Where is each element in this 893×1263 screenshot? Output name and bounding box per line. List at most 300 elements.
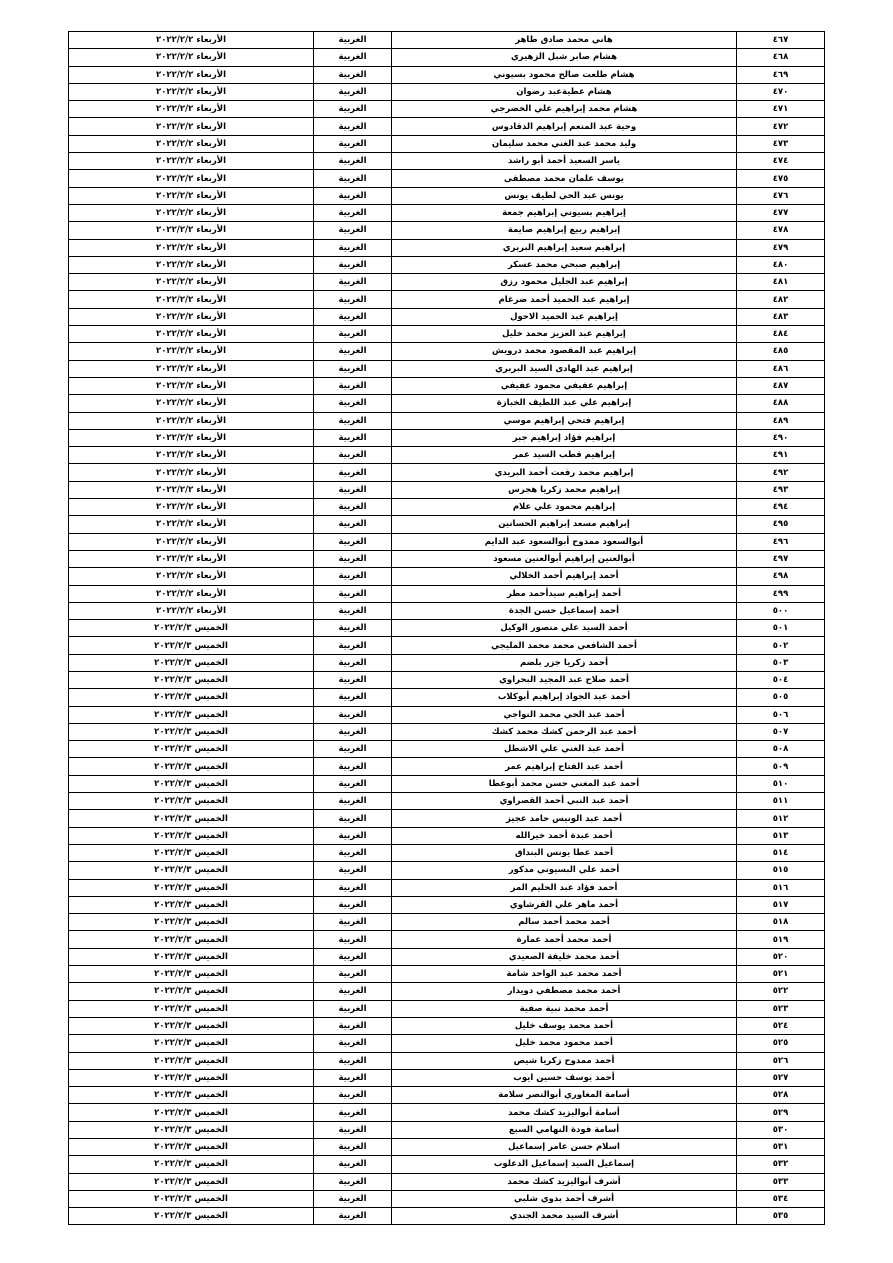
name-cell: أبوالعنين إبراهيم أبوالعنين مسعود bbox=[392, 550, 737, 567]
name-cell: أحمد محمود محمد خليل bbox=[392, 1035, 737, 1052]
date-cell: الخميس ٢٠٢٢/٢/٣ bbox=[69, 1139, 314, 1156]
table-row bbox=[69, 1208, 825, 1225]
serial-number-cell: ٤٧٦ bbox=[737, 187, 825, 204]
name-cell: أحمد عبد الفتاح إبراهيم عمر bbox=[392, 758, 737, 775]
date-cell: الخميس ٢٠٢٢/٢/٣ bbox=[69, 966, 314, 983]
serial-number-cell: ٥٢٧ bbox=[737, 1069, 825, 1086]
table-row bbox=[69, 689, 825, 706]
table-row bbox=[69, 1017, 825, 1034]
name-cell: إبراهيم فتحي إبراهيم موسي bbox=[392, 412, 737, 429]
table-row bbox=[69, 1000, 825, 1017]
table-row bbox=[69, 412, 825, 429]
governorate-cell: الغربية bbox=[314, 170, 392, 187]
serial-number-cell: ٤٩٣ bbox=[737, 481, 825, 498]
date-cell: الأربعاء ٢٠٢٢/٢/٢ bbox=[69, 274, 314, 291]
table-row bbox=[69, 32, 825, 49]
name-cell: يونس عبد الحي لطيف يونس bbox=[392, 187, 737, 204]
name-cell: أسامة أبواليزيد كشك محمد bbox=[392, 1104, 737, 1121]
date-cell: الأربعاء ٢٠٢٢/٢/٢ bbox=[69, 118, 314, 135]
date-cell: الأربعاء ٢٠٢٢/٢/٢ bbox=[69, 308, 314, 325]
name-cell: إبراهيم ربيع إبراهيم صايمة bbox=[392, 222, 737, 239]
name-cell: ياسر السعيد أحمد أبو راشد bbox=[392, 153, 737, 170]
table-row bbox=[69, 481, 825, 498]
serial-number-cell: ٥٣٥ bbox=[737, 1208, 825, 1225]
serial-number-cell: ٤٩٦ bbox=[737, 533, 825, 550]
governorate-cell: الغربية bbox=[314, 758, 392, 775]
roster-body bbox=[69, 32, 825, 1225]
table-row bbox=[69, 153, 825, 170]
serial-number-cell: ٤٧٢ bbox=[737, 118, 825, 135]
name-cell: أحمد الشافعي محمد محمد المليجي bbox=[392, 637, 737, 654]
governorate-cell: الغربية bbox=[314, 1000, 392, 1017]
name-cell: أسامة فودة النهامي السبع bbox=[392, 1121, 737, 1138]
date-cell: الأربعاء ٢٠٢٢/٢/٢ bbox=[69, 602, 314, 619]
serial-number-cell: ٤٩٤ bbox=[737, 499, 825, 516]
serial-number-cell: ٥١٤ bbox=[737, 844, 825, 861]
name-cell: أبوالسعود ممدوح أبوالسعود عبد الدايم bbox=[392, 533, 737, 550]
table-row bbox=[69, 827, 825, 844]
table-row bbox=[69, 118, 825, 135]
name-cell: إبراهيم عبد الحميد الاحول bbox=[392, 308, 737, 325]
table-row bbox=[69, 1139, 825, 1156]
governorate-cell: الغربية bbox=[314, 1069, 392, 1086]
serial-number-cell: ٥٢١ bbox=[737, 966, 825, 983]
serial-number-cell: ٥٢٠ bbox=[737, 948, 825, 965]
table-row bbox=[69, 844, 825, 861]
date-cell: الخميس ٢٠٢٢/٢/٣ bbox=[69, 1156, 314, 1173]
date-cell: الأربعاء ٢٠٢٢/٢/٢ bbox=[69, 222, 314, 239]
governorate-cell: الغربية bbox=[314, 637, 392, 654]
serial-number-cell: ٤٨٦ bbox=[737, 360, 825, 377]
name-cell: إبراهيم فؤاد إبراهيم جبر bbox=[392, 429, 737, 446]
governorate-cell: الغربية bbox=[314, 1121, 392, 1138]
table-row bbox=[69, 810, 825, 827]
table-row bbox=[69, 447, 825, 464]
table-row bbox=[69, 654, 825, 671]
name-cell: أحمد إسماعيل حسن الجدة bbox=[392, 602, 737, 619]
governorate-cell: الغربية bbox=[314, 896, 392, 913]
date-cell: الأربعاء ٢٠٢٢/٢/٢ bbox=[69, 343, 314, 360]
name-cell: إبراهيم عبد الجليل محمود رزق bbox=[392, 274, 737, 291]
table-row bbox=[69, 879, 825, 896]
serial-number-cell: ٤٨٤ bbox=[737, 326, 825, 343]
table-row bbox=[69, 931, 825, 948]
serial-number-cell: ٥٠٦ bbox=[737, 706, 825, 723]
date-cell: الأربعاء ٢٠٢٢/٢/٢ bbox=[69, 464, 314, 481]
governorate-cell: الغربية bbox=[314, 1104, 392, 1121]
date-cell: الخميس ٢٠٢٢/٢/٣ bbox=[69, 637, 314, 654]
name-cell: إبراهيم محمد زكريا هجرس bbox=[392, 481, 737, 498]
serial-number-cell: ٤٧١ bbox=[737, 101, 825, 118]
serial-number-cell: ٥٣٠ bbox=[737, 1121, 825, 1138]
serial-number-cell: ٤٧٥ bbox=[737, 170, 825, 187]
governorate-cell: الغربية bbox=[314, 723, 392, 740]
governorate-cell: الغربية bbox=[314, 412, 392, 429]
date-cell: الخميس ٢٠٢٢/٢/٣ bbox=[69, 896, 314, 913]
date-cell: الخميس ٢٠٢٢/٢/٣ bbox=[69, 1173, 314, 1190]
name-cell: أحمد فؤاد عبد الحليم المر bbox=[392, 879, 737, 896]
name-cell: إبراهيم محمود علي علام bbox=[392, 499, 737, 516]
governorate-cell: الغربية bbox=[314, 204, 392, 221]
governorate-cell: الغربية bbox=[314, 983, 392, 1000]
serial-number-cell: ٥٢٩ bbox=[737, 1104, 825, 1121]
date-cell: الأربعاء ٢٠٢٢/٢/٢ bbox=[69, 429, 314, 446]
serial-number-cell: ٥٢٦ bbox=[737, 1052, 825, 1069]
name-cell: أحمد عبد الرحمن كشك محمد كشك bbox=[392, 723, 737, 740]
governorate-cell: الغربية bbox=[314, 326, 392, 343]
governorate-cell: الغربية bbox=[314, 550, 392, 567]
serial-number-cell: ٤٩٥ bbox=[737, 516, 825, 533]
date-cell: الأربعاء ٢٠٢٢/٢/٢ bbox=[69, 153, 314, 170]
governorate-cell: الغربية bbox=[314, 706, 392, 723]
table-row bbox=[69, 862, 825, 879]
date-cell: الأربعاء ٢٠٢٢/٢/٢ bbox=[69, 585, 314, 602]
name-cell: أحمد زكريا جزر بلضم bbox=[392, 654, 737, 671]
serial-number-cell: ٤٨٥ bbox=[737, 343, 825, 360]
governorate-cell: الغربية bbox=[314, 101, 392, 118]
table-row bbox=[69, 1173, 825, 1190]
name-cell: هشام محمد إبراهيم علي الخضرجي bbox=[392, 101, 737, 118]
table-row bbox=[69, 187, 825, 204]
table-row bbox=[69, 637, 825, 654]
governorate-cell: الغربية bbox=[314, 516, 392, 533]
table-row bbox=[69, 983, 825, 1000]
name-cell: أحمد محمد أحمد سالم bbox=[392, 914, 737, 931]
date-cell: الخميس ٢٠٢٢/٢/٣ bbox=[69, 671, 314, 688]
date-cell: الخميس ٢٠٢٢/٢/٣ bbox=[69, 620, 314, 637]
table-row bbox=[69, 793, 825, 810]
table-row bbox=[69, 170, 825, 187]
table-row bbox=[69, 1035, 825, 1052]
name-cell: أحمد ماهر علي القرشاوي bbox=[392, 896, 737, 913]
name-cell: إبراهيم سعيد إبراهيم البربري bbox=[392, 239, 737, 256]
date-cell: الخميس ٢٠٢٢/٢/٣ bbox=[69, 775, 314, 792]
serial-number-cell: ٥١٧ bbox=[737, 896, 825, 913]
name-cell: أحمد السيد علي منصور الوكيل bbox=[392, 620, 737, 637]
governorate-cell: الغربية bbox=[314, 810, 392, 827]
serial-number-cell: ٥٠٣ bbox=[737, 654, 825, 671]
table-row bbox=[69, 1121, 825, 1138]
name-cell: أشرف أحمد بدوي شلبي bbox=[392, 1190, 737, 1207]
table-row bbox=[69, 706, 825, 723]
serial-number-cell: ٤٨٣ bbox=[737, 308, 825, 325]
serial-number-cell: ٥٠٨ bbox=[737, 741, 825, 758]
serial-number-cell: ٤٧٧ bbox=[737, 204, 825, 221]
table-row bbox=[69, 741, 825, 758]
date-cell: الخميس ٢٠٢٢/٢/٣ bbox=[69, 741, 314, 758]
date-cell: الخميس ٢٠٢٢/٢/٣ bbox=[69, 689, 314, 706]
serial-number-cell: ٥٣٣ bbox=[737, 1173, 825, 1190]
table-row bbox=[69, 533, 825, 550]
governorate-cell: الغربية bbox=[314, 1208, 392, 1225]
governorate-cell: الغربية bbox=[314, 568, 392, 585]
date-cell: الخميس ٢٠٢٢/٢/٣ bbox=[69, 793, 314, 810]
roster-table bbox=[68, 31, 825, 1225]
name-cell: هشام عطيةعبد رضوان bbox=[392, 83, 737, 100]
serial-number-cell: ٥٠٧ bbox=[737, 723, 825, 740]
governorate-cell: الغربية bbox=[314, 775, 392, 792]
governorate-cell: الغربية bbox=[314, 447, 392, 464]
date-cell: الخميس ٢٠٢٢/٢/٣ bbox=[69, 1035, 314, 1052]
governorate-cell: الغربية bbox=[314, 1035, 392, 1052]
serial-number-cell: ٤٦٨ bbox=[737, 49, 825, 66]
serial-number-cell: ٤٨٩ bbox=[737, 412, 825, 429]
table-row bbox=[69, 66, 825, 83]
governorate-cell: الغربية bbox=[314, 827, 392, 844]
governorate-cell: الغربية bbox=[314, 360, 392, 377]
name-cell: هشام طلعت صالح محمود بسيوني bbox=[392, 66, 737, 83]
name-cell: أحمد محمد عبد الواحد شامة bbox=[392, 966, 737, 983]
name-cell: أحمد ممدوح زكريا شيص bbox=[392, 1052, 737, 1069]
table-row bbox=[69, 723, 825, 740]
name-cell: إبراهيم عفيفي محمود عفيفي bbox=[392, 377, 737, 394]
governorate-cell: الغربية bbox=[314, 1052, 392, 1069]
name-cell: هشام صابر شبل الزهيري bbox=[392, 49, 737, 66]
name-cell: إبراهيم بسيوني إبراهيم جمعة bbox=[392, 204, 737, 221]
serial-number-cell: ٤٩٧ bbox=[737, 550, 825, 567]
table-row bbox=[69, 429, 825, 446]
name-cell: أحمد عبد النبي أحمد القصراوي bbox=[392, 793, 737, 810]
governorate-cell: الغربية bbox=[314, 1017, 392, 1034]
date-cell: الأربعاء ٢٠٢٢/٢/٢ bbox=[69, 204, 314, 221]
table-row bbox=[69, 1087, 825, 1104]
governorate-cell: الغربية bbox=[314, 844, 392, 861]
table-row bbox=[69, 775, 825, 792]
date-cell: الخميس ٢٠٢٢/٢/٣ bbox=[69, 758, 314, 775]
serial-number-cell: ٥١٦ bbox=[737, 879, 825, 896]
table-row bbox=[69, 308, 825, 325]
table-row bbox=[69, 1156, 825, 1173]
name-cell: أحمد عطا يونس البنداق bbox=[392, 844, 737, 861]
date-cell: الخميس ٢٠٢٢/٢/٣ bbox=[69, 1017, 314, 1034]
serial-number-cell: ٤٨٧ bbox=[737, 377, 825, 394]
name-cell: أحمد علي البسيوني مدكور bbox=[392, 862, 737, 879]
governorate-cell: الغربية bbox=[314, 1190, 392, 1207]
governorate-cell: الغربية bbox=[314, 32, 392, 49]
table-row bbox=[69, 602, 825, 619]
table-row bbox=[69, 395, 825, 412]
name-cell: أحمد عبد المغني حسن محمد أبوعطا bbox=[392, 775, 737, 792]
governorate-cell: الغربية bbox=[314, 654, 392, 671]
name-cell: أحمد محمد خليفة الصعيدي bbox=[392, 948, 737, 965]
date-cell: الأربعاء ٢٠٢٢/٢/٢ bbox=[69, 66, 314, 83]
table-row bbox=[69, 274, 825, 291]
date-cell: الخميس ٢٠٢٢/٢/٣ bbox=[69, 706, 314, 723]
date-cell: الأربعاء ٢٠٢٢/٢/٢ bbox=[69, 83, 314, 100]
table-row bbox=[69, 135, 825, 152]
governorate-cell: الغربية bbox=[314, 291, 392, 308]
governorate-cell: الغربية bbox=[314, 256, 392, 273]
date-cell: الخميس ٢٠٢٢/٢/٣ bbox=[69, 1087, 314, 1104]
name-cell: إبراهيم قطب السيد عمر bbox=[392, 447, 737, 464]
name-cell: أحمد محمد مصطفي دويدار bbox=[392, 983, 737, 1000]
table-row bbox=[69, 758, 825, 775]
governorate-cell: الغربية bbox=[314, 1139, 392, 1156]
governorate-cell: الغربية bbox=[314, 308, 392, 325]
date-cell: الأربعاء ٢٠٢٢/٢/٢ bbox=[69, 32, 314, 49]
name-cell: اسلام حسن عامر إسماعيل bbox=[392, 1139, 737, 1156]
governorate-cell: الغربية bbox=[314, 1173, 392, 1190]
name-cell: أحمد محمد أحمد عمارة bbox=[392, 931, 737, 948]
governorate-cell: الغربية bbox=[314, 118, 392, 135]
date-cell: الأربعاء ٢٠٢٢/٢/٢ bbox=[69, 239, 314, 256]
name-cell: أحمد عبدة أحمد خيرالله bbox=[392, 827, 737, 844]
table-row bbox=[69, 896, 825, 913]
date-cell: الأربعاء ٢٠٢٢/٢/٢ bbox=[69, 499, 314, 516]
name-cell: أحمد عبد الحي محمد النواجي bbox=[392, 706, 737, 723]
table-row bbox=[69, 360, 825, 377]
table-row bbox=[69, 222, 825, 239]
name-cell: أحمد إبراهيم سيدأحمد مطر bbox=[392, 585, 737, 602]
table-row bbox=[69, 377, 825, 394]
name-cell: أحمد عبد الجواد إبراهيم أبوكلاب bbox=[392, 689, 737, 706]
table-row bbox=[69, 83, 825, 100]
governorate-cell: الغربية bbox=[314, 533, 392, 550]
date-cell: الأربعاء ٢٠٢٢/٢/٢ bbox=[69, 550, 314, 567]
name-cell: أحمد صلاح عبد المجيد البحراوي bbox=[392, 671, 737, 688]
table-row bbox=[69, 1190, 825, 1207]
date-cell: الخميس ٢٠٢٢/٢/٣ bbox=[69, 844, 314, 861]
table-row bbox=[69, 1104, 825, 1121]
serial-number-cell: ٥٢٨ bbox=[737, 1087, 825, 1104]
date-cell: الأربعاء ٢٠٢٢/٢/٢ bbox=[69, 412, 314, 429]
serial-number-cell: ٥١٣ bbox=[737, 827, 825, 844]
governorate-cell: الغربية bbox=[314, 862, 392, 879]
date-cell: الخميس ٢٠٢٢/٢/٣ bbox=[69, 1000, 314, 1017]
date-cell: الخميس ٢٠٢٢/٢/٣ bbox=[69, 1121, 314, 1138]
date-cell: الأربعاء ٢٠٢٢/٢/٢ bbox=[69, 49, 314, 66]
date-cell: الأربعاء ٢٠٢٢/٢/٢ bbox=[69, 101, 314, 118]
table-row bbox=[69, 49, 825, 66]
serial-number-cell: ٥٣١ bbox=[737, 1139, 825, 1156]
date-cell: الخميس ٢٠٢٢/٢/٣ bbox=[69, 1052, 314, 1069]
table-row bbox=[69, 568, 825, 585]
governorate-cell: الغربية bbox=[314, 222, 392, 239]
date-cell: الأربعاء ٢٠٢٢/٢/٢ bbox=[69, 377, 314, 394]
table-row bbox=[69, 516, 825, 533]
serial-number-cell: ٥٠١ bbox=[737, 620, 825, 637]
name-cell: إبراهيم عبد العزيز محمد خليل bbox=[392, 326, 737, 343]
table-row bbox=[69, 343, 825, 360]
governorate-cell: الغربية bbox=[314, 83, 392, 100]
serial-number-cell: ٥٠٥ bbox=[737, 689, 825, 706]
serial-number-cell: ٤٩٢ bbox=[737, 464, 825, 481]
table-row bbox=[69, 671, 825, 688]
governorate-cell: الغربية bbox=[314, 153, 392, 170]
governorate-cell: الغربية bbox=[314, 187, 392, 204]
governorate-cell: الغربية bbox=[314, 1087, 392, 1104]
serial-number-cell: ٥٠٤ bbox=[737, 671, 825, 688]
serial-number-cell: ٥٠٩ bbox=[737, 758, 825, 775]
governorate-cell: الغربية bbox=[314, 395, 392, 412]
governorate-cell: الغربية bbox=[314, 931, 392, 948]
serial-number-cell: ٤٨٠ bbox=[737, 256, 825, 273]
name-cell: هاني محمد صادق طاهر bbox=[392, 32, 737, 49]
date-cell: الأربعاء ٢٠٢٢/٢/٢ bbox=[69, 326, 314, 343]
date-cell: الخميس ٢٠٢٢/٢/٣ bbox=[69, 827, 314, 844]
governorate-cell: الغربية bbox=[314, 499, 392, 516]
name-cell: يوسف علمان محمد مصطفى bbox=[392, 170, 737, 187]
table-row bbox=[69, 620, 825, 637]
serial-number-cell: ٥١١ bbox=[737, 793, 825, 810]
serial-number-cell: ٤٩٠ bbox=[737, 429, 825, 446]
serial-number-cell: ٥٠٢ bbox=[737, 637, 825, 654]
roster-sheet bbox=[68, 31, 824, 1225]
date-cell: الأربعاء ٢٠٢٢/٢/٢ bbox=[69, 481, 314, 498]
name-cell: أحمد محمد يوسف خليل bbox=[392, 1017, 737, 1034]
date-cell: الخميس ٢٠٢٢/٢/٣ bbox=[69, 810, 314, 827]
table-row bbox=[69, 204, 825, 221]
date-cell: الأربعاء ٢٠٢٢/٢/٢ bbox=[69, 516, 314, 533]
date-cell: الخميس ٢٠٢٢/٢/٣ bbox=[69, 914, 314, 931]
date-cell: الخميس ٢٠٢٢/٢/٣ bbox=[69, 862, 314, 879]
table-row bbox=[69, 464, 825, 481]
table-row bbox=[69, 585, 825, 602]
date-cell: الأربعاء ٢٠٢٢/٢/٢ bbox=[69, 291, 314, 308]
serial-number-cell: ٥٣٢ bbox=[737, 1156, 825, 1173]
table-row bbox=[69, 101, 825, 118]
name-cell: أشرف أبواليزيد كشك محمد bbox=[392, 1173, 737, 1190]
name-cell: إبراهيم علي عبد اللطيف الخبازة bbox=[392, 395, 737, 412]
serial-number-cell: ٥١٠ bbox=[737, 775, 825, 792]
date-cell: الخميس ٢٠٢٢/٢/٣ bbox=[69, 1190, 314, 1207]
governorate-cell: الغربية bbox=[314, 481, 392, 498]
serial-number-cell: ٥١٨ bbox=[737, 914, 825, 931]
serial-number-cell: ٤٧٣ bbox=[737, 135, 825, 152]
table-row bbox=[69, 550, 825, 567]
date-cell: الخميس ٢٠٢٢/٢/٣ bbox=[69, 948, 314, 965]
table-row bbox=[69, 291, 825, 308]
date-cell: الأربعاء ٢٠٢٢/٢/٢ bbox=[69, 395, 314, 412]
serial-number-cell: ٤٧٨ bbox=[737, 222, 825, 239]
serial-number-cell: ٤٨١ bbox=[737, 274, 825, 291]
serial-number-cell: ٤٨٢ bbox=[737, 291, 825, 308]
date-cell: الأربعاء ٢٠٢٢/٢/٢ bbox=[69, 447, 314, 464]
governorate-cell: الغربية bbox=[314, 377, 392, 394]
date-cell: الأربعاء ٢٠٢٢/٢/٢ bbox=[69, 533, 314, 550]
date-cell: الخميس ٢٠٢٢/٢/٣ bbox=[69, 654, 314, 671]
governorate-cell: الغربية bbox=[314, 948, 392, 965]
serial-number-cell: ٥٣٤ bbox=[737, 1190, 825, 1207]
governorate-cell: الغربية bbox=[314, 879, 392, 896]
serial-number-cell: ٤٦٩ bbox=[737, 66, 825, 83]
name-cell: أحمد إبراهيم أحمد الخلالي bbox=[392, 568, 737, 585]
serial-number-cell: ٤٧٩ bbox=[737, 239, 825, 256]
serial-number-cell: ٥١٢ bbox=[737, 810, 825, 827]
name-cell: إبراهيم محمد رفعت أحمد البريدي bbox=[392, 464, 737, 481]
date-cell: الخميس ٢٠٢٢/٢/٣ bbox=[69, 1069, 314, 1086]
name-cell: أحمد عبد الغني علي الاشطل bbox=[392, 741, 737, 758]
date-cell: الأربعاء ٢٠٢٢/٢/٢ bbox=[69, 256, 314, 273]
name-cell: وحية عبد المنعم إبراهيم الدقادوس bbox=[392, 118, 737, 135]
name-cell: إسماعيل السيد إسماعيل الدعلوب bbox=[392, 1156, 737, 1173]
table-row bbox=[69, 326, 825, 343]
name-cell: إبراهيم صبحي محمد عسكر bbox=[392, 256, 737, 273]
table-row bbox=[69, 966, 825, 983]
governorate-cell: الغربية bbox=[314, 585, 392, 602]
governorate-cell: الغربية bbox=[314, 741, 392, 758]
serial-number-cell: ٥٢٢ bbox=[737, 983, 825, 1000]
governorate-cell: الغربية bbox=[314, 689, 392, 706]
date-cell: الخميس ٢٠٢٢/٢/٣ bbox=[69, 983, 314, 1000]
serial-number-cell: ٤٦٧ bbox=[737, 32, 825, 49]
governorate-cell: الغربية bbox=[314, 914, 392, 931]
name-cell: أشرف السيد محمد الجندي bbox=[392, 1208, 737, 1225]
name-cell: أحمد عبد الونيس حامد عجيز bbox=[392, 810, 737, 827]
serial-number-cell: ٤٧٤ bbox=[737, 153, 825, 170]
date-cell: الخميس ٢٠٢٢/٢/٣ bbox=[69, 1208, 314, 1225]
table-row bbox=[69, 1052, 825, 1069]
